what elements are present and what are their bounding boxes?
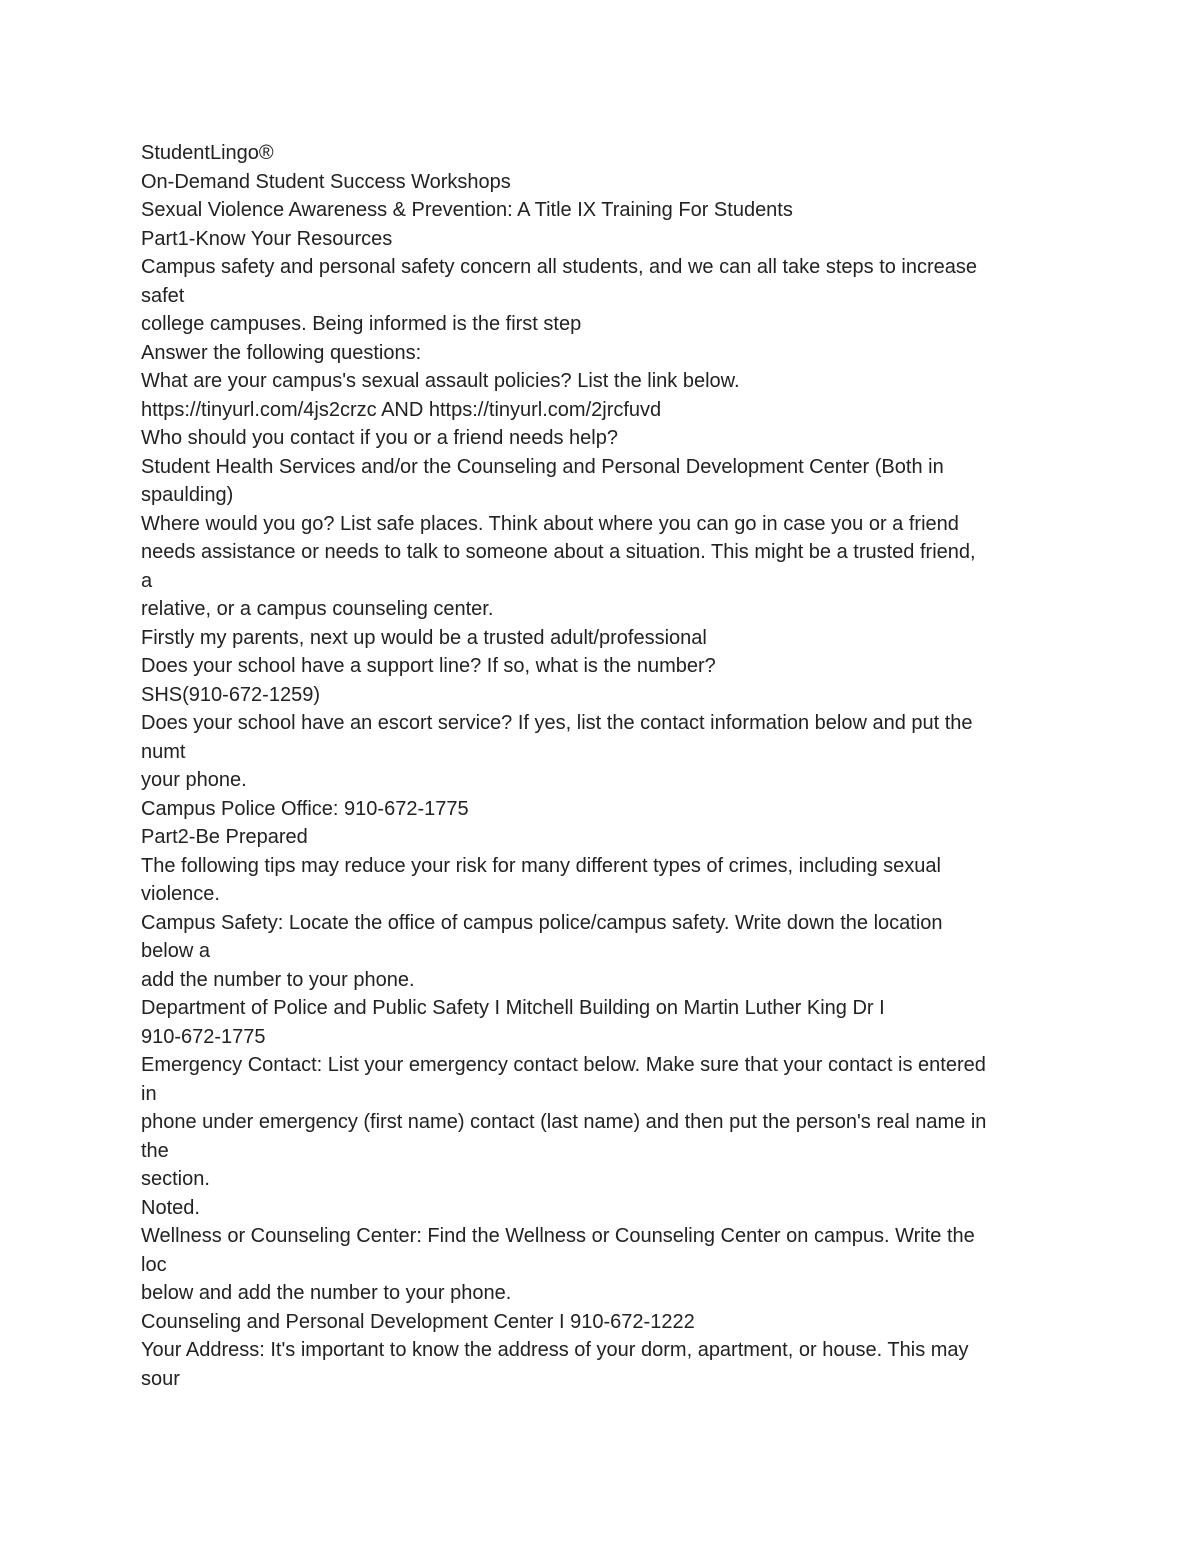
doc-line-answer: SHS(910-672-1259): [141, 683, 320, 706]
doc-line-course-title: Sexual Violence Awareness & Prevention: A Title IX Training For Students: [141, 199, 793, 221]
doc-line-question: Emergency Contact: List your emergency contact below. Make sure that your contact is entered: [141, 1054, 986, 1076]
doc-line: below and add the number to your phone.: [141, 1282, 512, 1304]
doc-line-answer: Noted.: [141, 1196, 200, 1219]
doc-line-question: Campus Safety: Locate the office of campus police/campus safety. Write down the location: [141, 911, 943, 934]
doc-line: relative, or a campus counseling center.: [141, 598, 494, 620]
doc-line: safet: [141, 284, 185, 307]
doc-line: in: [141, 1082, 157, 1105]
doc-line: The following tips may reduce your risk for many different types of crimes, including sexual: [141, 854, 941, 877]
doc-line-question: Does your school have an escort service? If yes, list the contact information below and put the: [141, 712, 973, 734]
doc-line: phone under emergency (first name) contact (last name) and then put the person's real name in: [141, 1111, 987, 1133]
doc-line: below a: [141, 940, 210, 962]
doc-line: a: [141, 569, 153, 592]
doc-line-answer: 910-672-1775: [141, 1025, 266, 1048]
doc-line-question: Wellness or Counseling Center: Find the Wellness or Counseling Center on campus. Write the: [141, 1225, 975, 1247]
doc-line: section.: [141, 1168, 210, 1190]
doc-line-answer: Counseling and Personal Development Center I 910-672-1222: [141, 1310, 695, 1333]
doc-line: loc: [141, 1253, 167, 1276]
doc-line-question: Does your school have a support line? If so, what is the number?: [141, 655, 716, 677]
doc-line: Answer the following questions:: [141, 341, 422, 364]
doc-line: the: [141, 1139, 169, 1162]
doc-line: numt: [141, 740, 186, 763]
doc-line: add the number to your phone.: [141, 968, 415, 991]
doc-line-question: What are your campus's sexual assault policies? List the link below.: [141, 370, 740, 392]
doc-line: violence.: [141, 883, 220, 905]
doc-line-brand: StudentLingo®: [141, 142, 274, 164]
doc-line-part1-heading: Part1-Know Your Resources: [141, 227, 393, 250]
doc-line-answer: Campus Police Office: 910-672-1775: [141, 797, 469, 820]
doc-line-question: Your Address: It's important to know the address of your dorm, apartment, or house. This may: [141, 1339, 969, 1361]
doc-line: needs assistance or needs to talk to someone about a situation. This might be a trusted friend,: [141, 541, 976, 563]
doc-line-question: Where would you go? List safe places. Think about where you can go in case you or a friend: [141, 512, 959, 535]
document-body: [141, 139, 1071, 1393]
doc-line-subtitle: On-Demand Student Success Workshops: [141, 170, 511, 193]
doc-line-answer: Student Health Services and/or the Counseling and Personal Development Center (Both in: [141, 455, 944, 478]
doc-line-question: Who should you contact if you or a friend needs help?: [141, 427, 618, 449]
doc-line: Campus safety and personal safety concern all students, and we can all take steps to increase: [141, 256, 978, 278]
doc-line: your phone.: [141, 769, 247, 791]
doc-line-part2-heading: Part2-Be Prepared: [141, 826, 308, 848]
doc-line: college campuses. Being informed is the first step: [141, 313, 582, 335]
doc-line-answer: Department of Police and Public Safety I Mitchell Building on Martin Luther King Dr I: [141, 997, 885, 1019]
doc-line-answer: spaulding): [141, 484, 234, 506]
doc-line: sour: [141, 1367, 180, 1390]
doc-line-answer: Firstly my parents, next up would be a trusted adult/professional: [141, 626, 707, 649]
doc-line-answer-links: https://tinyurl.com/4js2crzc AND https://tinyurl.com/2jrcfuvd: [141, 398, 662, 421]
